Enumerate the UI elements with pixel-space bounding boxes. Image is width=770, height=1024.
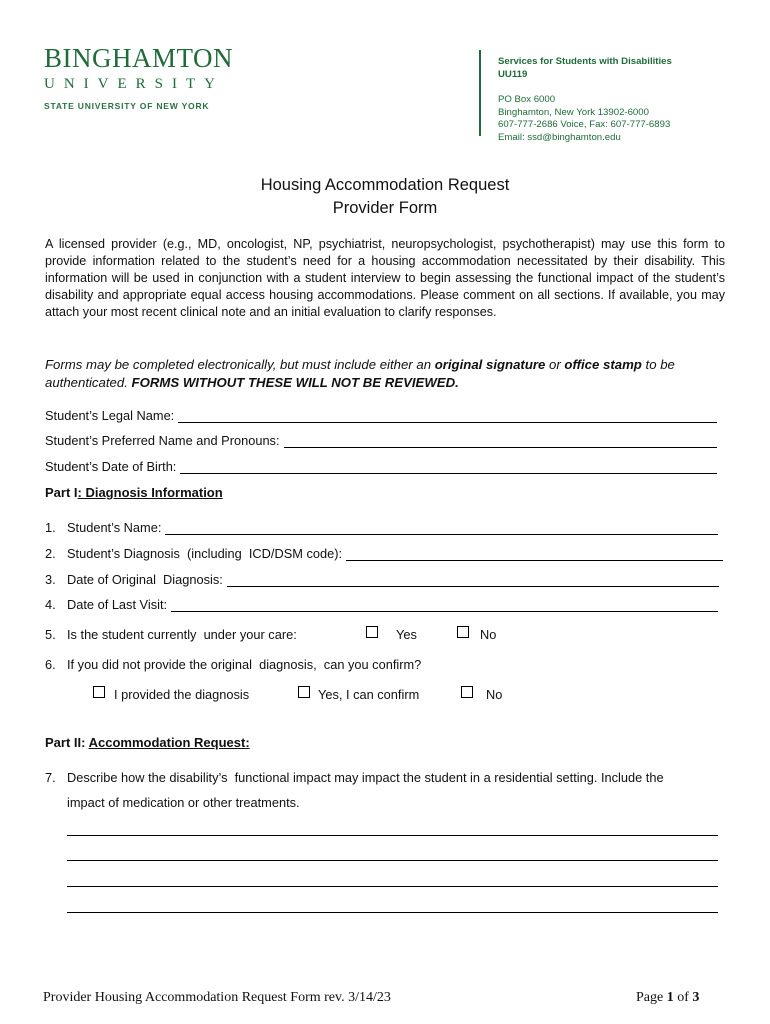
- part1-prefix: Part I: [45, 485, 78, 500]
- dob-field[interactable]: [180, 459, 717, 474]
- q2-number: 2.: [45, 546, 56, 561]
- page-total: 3: [692, 990, 700, 1005]
- part2-prefix: Part II:: [45, 735, 89, 750]
- university-logo: [44, 44, 233, 111]
- q4-last-visit-field[interactable]: [171, 597, 718, 612]
- q7-number: 7.: [45, 770, 56, 785]
- q5-no-label: No: [480, 627, 497, 642]
- office-po-box: PO Box 6000: [498, 94, 556, 105]
- preferred-name-label: Student’s Preferred Name and Pronouns:: [45, 433, 280, 448]
- office-room: UU119: [498, 68, 528, 80]
- q6-provided-diagnosis-checkbox[interactable]: [93, 686, 105, 698]
- footer-page-number: [636, 990, 699, 1006]
- office-contact-block: [498, 56, 672, 144]
- header-divider: [479, 50, 481, 136]
- q7-answer-line[interactable]: [67, 912, 718, 913]
- logo-suny: STATE UNIVERSITY OF NEW YORK: [44, 101, 210, 111]
- page-label: Page: [636, 990, 667, 1005]
- dob-label: Student’s Date of Birth:: [45, 459, 177, 474]
- q1-label: Student’s Name:: [67, 520, 162, 535]
- q7-answer-line[interactable]: [67, 860, 718, 861]
- q5-number: 5.: [45, 627, 56, 642]
- q7-answer-line[interactable]: [67, 835, 718, 836]
- legal-name-label: Student’s Legal Name:: [45, 408, 175, 423]
- page-current: 1: [666, 990, 674, 1005]
- q6-can-confirm-checkbox[interactable]: [298, 686, 310, 698]
- q1-row: [45, 520, 718, 535]
- note-warning: FORMS WITHOUT THESE WILL NOT BE REVIEWED.: [131, 375, 459, 390]
- q3-original-diagnosis-date-field[interactable]: [227, 572, 719, 587]
- office-email: Email: ssd@binghamton.edu: [498, 131, 621, 143]
- part2-heading: [45, 735, 250, 750]
- q4-row: [45, 597, 718, 612]
- note-stamp: office stamp: [564, 357, 642, 372]
- q2-label: Student’s Diagnosis (including ICD/DSM code):: [67, 546, 343, 561]
- authentication-note: [45, 356, 735, 392]
- q1-student-name-field[interactable]: [165, 520, 718, 535]
- logo-university: UNIVERSITY: [44, 76, 224, 92]
- intro-paragraph: A licensed provider (e.g., MD, oncologist, NP, psychiatrist, neuropsychologist, psychotherapist) may use this form to provide information related to the student’s need for a housing accommodation necessitated by their disability. This information will be used in conjunction with a student interview to begin assessing the functional impact of the student’s disability and appropriate equal access housing accommodations. Please comment on all sections. If available, you may attach your most recent clinical note and an initial evaluation to clarify responses.: [45, 237, 725, 319]
- office-city: Binghamton, New York 13902-6000: [498, 106, 649, 118]
- form-title-line2: Provider Form: [332, 199, 438, 217]
- page-of: of: [673, 990, 693, 1005]
- q5-yes-checkbox[interactable]: [366, 626, 378, 638]
- logo-name: BINGHAMTON: [44, 43, 234, 73]
- q5-label: Is the student currently under your care:: [67, 627, 297, 642]
- q6-provided-diagnosis-label: I provided the diagnosis: [114, 687, 250, 702]
- part1-heading: [45, 485, 223, 500]
- q6-label: If you did not provide the original diagnosis, can you confirm?: [67, 657, 422, 672]
- q2-row: [45, 546, 723, 561]
- preferred-name-row: [45, 433, 717, 448]
- q6-number: 6.: [45, 657, 56, 672]
- office-phone: 607-777-2686 Voice, Fax: 607-777-6893: [498, 119, 671, 130]
- legal-name-field[interactable]: [178, 408, 717, 423]
- q4-label: Date of Last Visit:: [67, 597, 168, 612]
- q3-row: [45, 572, 719, 587]
- part2-title: Accommodation Request:: [88, 735, 250, 750]
- legal-name-row: [45, 408, 717, 423]
- q5-no-checkbox[interactable]: [457, 626, 469, 638]
- q3-label: Date of Original Diagnosis:: [67, 572, 223, 587]
- part1-title: : Diagnosis Information: [77, 485, 223, 500]
- note-or: or: [545, 357, 565, 372]
- q7-label-line2: impact of medication or other treatments.: [67, 795, 300, 810]
- q6-no-label: No: [486, 687, 503, 702]
- q3-number: 3.: [45, 572, 56, 587]
- office-name: Services for Students with Disabilities: [498, 56, 672, 67]
- q5-yes-label: Yes: [396, 627, 417, 642]
- q7-answer-line[interactable]: [67, 886, 718, 887]
- q2-diagnosis-field[interactable]: [346, 546, 723, 561]
- q6-can-confirm-label: Yes, I can confirm: [318, 687, 420, 702]
- q1-number: 1.: [45, 520, 56, 535]
- footer-form-name: Provider Housing Accommodation Request Form rev. 3/14/23: [43, 990, 391, 1005]
- note-text-1: Forms may be completed electronically, but must include either an: [45, 357, 435, 372]
- q4-number: 4.: [45, 597, 56, 612]
- form-title-line1: Housing Accommodation Request: [260, 176, 510, 194]
- q7-label-line1: Describe how the disability’s functional impact may impact the student in a residential setting. Include the: [67, 770, 664, 785]
- dob-row: [45, 459, 717, 474]
- note-signature: original signature: [434, 357, 546, 372]
- q6-no-checkbox[interactable]: [461, 686, 473, 698]
- note-text-2: to be authenticated.: [45, 357, 675, 390]
- preferred-name-field[interactable]: [284, 433, 717, 448]
